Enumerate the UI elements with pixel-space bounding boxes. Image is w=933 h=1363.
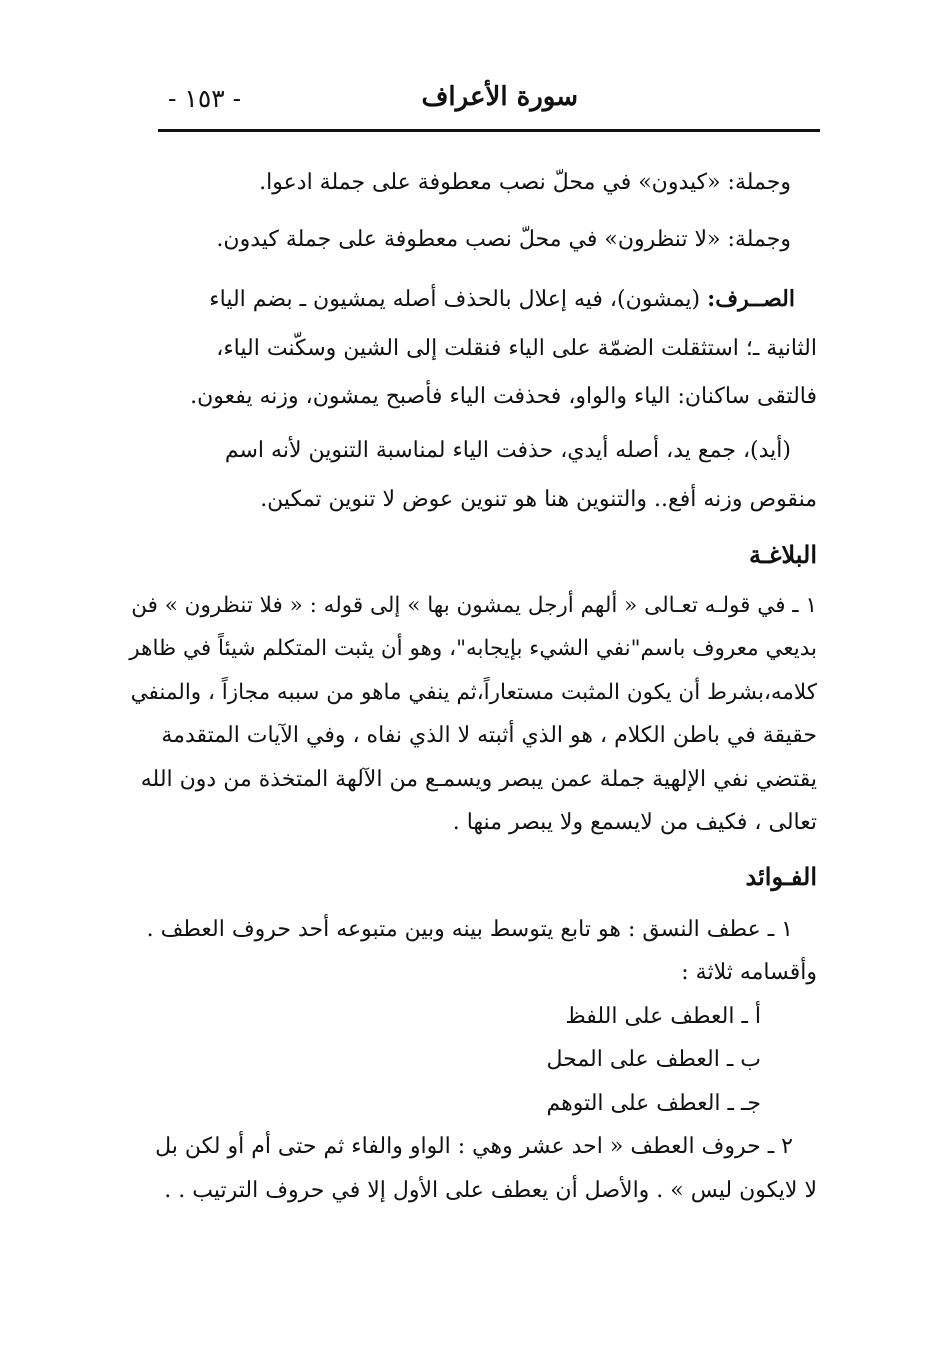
balagha-line-4: حقيقة في باطن الكلام ، هو الذي أثبته لا الذي نفاه ، وفي الآيات المتقدمة [161, 723, 817, 748]
page-header [158, 82, 818, 122]
sarf-line-1-text: (يمشون)، فيه إعلال بالحذف أصله يمشيون ـ بضم الياء [209, 287, 701, 312]
balagha-line-5: يقتضي نفي الإلهية جملة عمن يبصر ويسمـع من الآلهة المتخذة من دون الله [140, 767, 817, 792]
fawaid-item-2-line-1: ٢ ـ حروف العطف « احد عشر وهي : الواو والفاء ثم حتى أم أو لكن بل [155, 1134, 793, 1159]
i3rab-line-1: وجملة: «كيدون» في محلّ نصب معطوفة على جملة ادعوا. [259, 170, 791, 195]
fawaid-item-2-line-2: لا لايكون ليس » . والأصل أن يعطف على الأول إلا في حروف الترتيب . . [164, 1178, 817, 1203]
sarf-line-3: فالتقى ساكنان: الياء والواو، فحذفت الياء فأصبح يمشون، وزنه يفعون. [190, 384, 817, 409]
balagha-line-6: تعالى ، فكيف من لايسمع ولا يبصر منها . [452, 810, 817, 835]
header-divider [158, 129, 820, 132]
fawaid-subitem-c: جـ ـ العطف على التوهم [546, 1091, 761, 1116]
surah-title: سورة الأعراف [421, 82, 578, 112]
balagha-line-3: كلامه،بشرط أن يكون المثبت مستعاراً،ثم ينفي ماهو من سببه مجازاً ، والمنفي [130, 680, 817, 705]
sarf-line-4: (أيد)، جمع يد، أصله أيدي، حذفت الياء لمناسبة التنوين لأنه اسم [224, 438, 791, 463]
fawaid-item-1-line-2: وأقسامه ثلاثة : [681, 960, 817, 985]
sarf-line-2: الثانية ـ؛ استثقلت الضمّة على الياء فنقلت إلى الشين وسكّنت الياء، [216, 336, 817, 361]
balagha-heading: البلاغـة [749, 540, 817, 569]
fawaid-heading: الفـوائد [745, 862, 817, 891]
fawaid-subitem-a: أ ـ العطف على اللفظ [565, 1004, 761, 1029]
sarf-keyword: الصــرف: [707, 286, 795, 312]
page-number: - ١٥٣ - [168, 84, 242, 113]
i3rab-line-2: وجملة: «لا تنظرون» في محلّ نصب معطوفة على جملة كيدون. [216, 227, 791, 252]
balagha-line-1: ١ ـ في قولـه تعـالى « ألهم أرجل يمشون بها » إلى قوله : « فلا تنظرون » فن [131, 593, 817, 618]
sarf-line-1 [209, 286, 795, 313]
fawaid-item-1-line-1: ١ ـ عطف النسق : هو تابع يتوسط بينه وبين متبوعه أحد حروف العطف . [146, 917, 793, 942]
balagha-line-2: بديعي معروف باسم"نفي الشيء بإيجابه"، وهو أن يثبت المتكلم شيئاً في ظاهر [129, 636, 817, 661]
sarf-line-5: منقوص وزنه أفع.. والتنوين هنا هو تنوين عوض لا تنوين تمكين. [260, 487, 817, 512]
fawaid-subitem-b: ب ـ العطف على المحل [546, 1047, 761, 1072]
